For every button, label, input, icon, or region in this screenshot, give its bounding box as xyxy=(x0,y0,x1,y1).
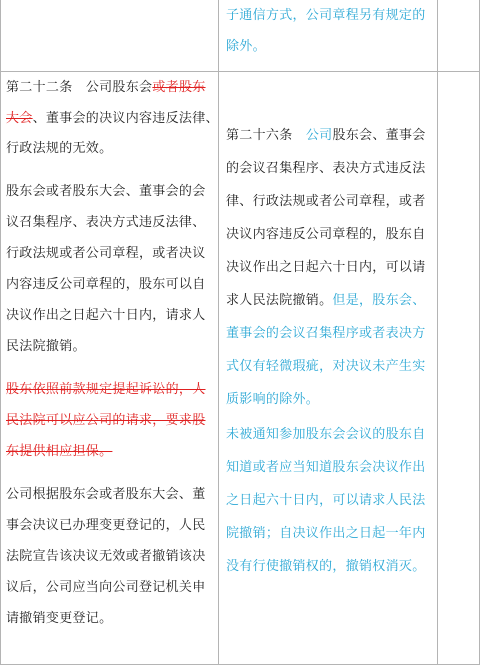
revised-line-2: 的会议召集程序、表决方式违反法 xyxy=(226,161,426,176)
original-para2-line-5: 决议作出之日起六十日内，请求人 xyxy=(6,308,206,323)
original-article-number: 第二十二条 xyxy=(6,80,73,95)
original-para2-line-6: 民法院撤销。 xyxy=(6,339,86,354)
added-line-6: 之日起六十日内，可以请求人民法 xyxy=(226,493,426,508)
column-divider xyxy=(218,0,219,665)
original-para2-line-4: 内容违反公司章程的，股东可以自 xyxy=(6,277,206,292)
added-line-2: 式仅有轻微瑕疵，对决议未产生实 xyxy=(226,359,426,374)
original-article-cell xyxy=(6,72,219,664)
original-text: 公司股东会 xyxy=(85,80,153,95)
top-right-cell xyxy=(226,0,436,70)
original-line-3: 行政法规的无效。 xyxy=(6,141,113,156)
original-para2-line-1: 股东会或者股东大会、董事会的会 xyxy=(6,184,206,199)
revised-text: 股东会、董事会 xyxy=(332,128,426,143)
added-line-4: 未被通知参加股东会会议的股东自 xyxy=(226,427,426,442)
original-para4-line-2: 事会决议已办理变更登记的，人民 xyxy=(6,518,206,533)
original-para4-line-1: 公司根据股东会或者股东大会、董 xyxy=(6,487,206,502)
deleted-text: 或者股东 xyxy=(152,80,206,95)
original-para4-line-4: 议后，公司应当向公司登记机关申 xyxy=(6,580,206,595)
added-line-3: 质影响的除外。 xyxy=(226,392,320,407)
revised-article-cell xyxy=(226,72,436,664)
revised-text: 求人民法院撤销。 xyxy=(226,293,333,308)
added-line-5: 知道或者应当知道股东会决议作出 xyxy=(226,460,426,475)
added-line-7: 院撤销；自决议作出之日起一年内 xyxy=(226,526,426,541)
column-divider-right xyxy=(437,0,438,665)
deleted-para-line-2: 民法院可以应公司的请求，要求股 xyxy=(6,413,206,428)
added-text: 公司 xyxy=(305,128,333,143)
top-right-line-2: 除外。 xyxy=(226,39,266,54)
original-text: 、董事会的决议内容违反法律、 xyxy=(32,111,219,126)
revised-line-4: 决议内容违反公司章程的，股东自 xyxy=(226,227,426,242)
original-para4-line-3: 法院宣告该决议无效或者撤销该决 xyxy=(6,549,206,564)
added-line-8: 没有行使撤销权的，撤销权消灭。 xyxy=(226,559,426,574)
table-border-left xyxy=(0,0,1,665)
deleted-text: 大会 xyxy=(6,111,33,126)
revised-line-1 xyxy=(226,126,426,146)
added-line-1: 董事会的会议召集程序或者表决方 xyxy=(226,326,426,341)
top-right-line-1: 子通信方式，公司章程另有规定的 xyxy=(226,8,426,23)
revised-line-6 xyxy=(226,291,426,311)
revised-article-number: 第二十六条 xyxy=(226,128,293,143)
added-text: 但是，股东会、 xyxy=(332,293,426,308)
original-para2-line-2: 议召集程序、表决方式违反法律、 xyxy=(6,215,206,230)
deleted-para-line-3: 东提供相应担保。 xyxy=(6,444,113,459)
original-line-2 xyxy=(6,109,219,129)
original-para4-line-5: 请撤销变更登记。 xyxy=(6,611,113,626)
original-line-1 xyxy=(6,78,206,98)
revised-line-3: 律、行政法规或者公司章程，或者 xyxy=(226,194,426,209)
deleted-para-line-1: 股东依照前款规定提起诉讼的，人 xyxy=(6,382,206,397)
original-para2-line-3: 行政法规或者公司章程，或者决议 xyxy=(6,246,206,261)
revised-line-5: 决议作出之日起六十日内，可以请 xyxy=(226,260,426,275)
